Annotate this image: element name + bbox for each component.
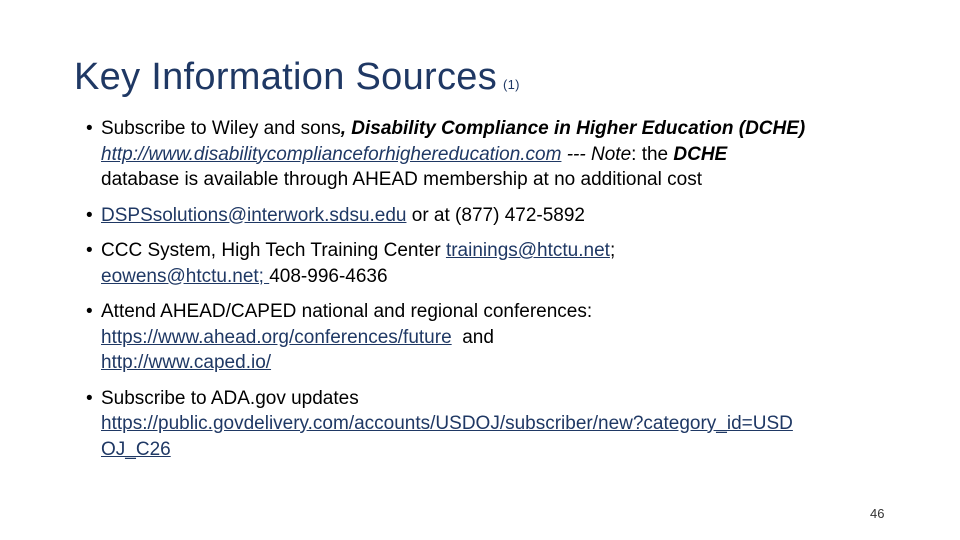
dche-abbrev: DCHE (673, 143, 728, 165)
htctu-eowens-link[interactable]: eowens@htctu.net; (101, 265, 270, 287)
ada-subscribe-link[interactable]: https://public.govdelivery.com/accounts/USDOJ/subscriber/new?category_id=USDOJ_C26 (101, 413, 793, 460)
ccc-separator: ; (609, 240, 616, 261)
bullet-dot-icon: • (86, 301, 93, 322)
title-suffix: (1) (503, 77, 520, 92)
ahead-conferences-link[interactable]: https://www.ahead.org/conferences/future (101, 326, 452, 348)
ccc-phone-text: 408-996-4636 (269, 265, 388, 287)
bullet-dot-icon: • (86, 240, 93, 261)
bullet-item-ccc (86, 238, 806, 289)
dsps-phone-text: or at (877) 472-5892 (406, 204, 585, 226)
conferences-text: Attend AHEAD/CAPED national and regional conferences: (101, 301, 593, 322)
bullet-item-ada (86, 386, 806, 463)
dche-note-text: database is available through AHEAD membership at no additional cost (101, 169, 702, 190)
page-number: 46 (870, 506, 885, 521)
dche-link[interactable]: http://www.disabilitycomplianceforhighereducation.com (101, 143, 562, 165)
slide-title (74, 56, 520, 99)
caped-link[interactable]: http://www.caped.io/ (101, 352, 272, 373)
bullet-dot-icon: • (86, 387, 93, 409)
htctu-trainings-link[interactable]: trainings@htctu.net (445, 240, 610, 261)
bullet-dot-icon: • (86, 204, 93, 226)
bullet-list (86, 116, 806, 472)
ccc-text: CCC System, High Tech Training Center (101, 240, 446, 261)
bullet-dot-icon: • (86, 118, 93, 139)
bullet-item-wiley (86, 116, 806, 193)
dsps-email-link[interactable]: DSPSsolutions@interwork.sdsu.edu (101, 204, 407, 226)
ada-text: Subscribe to ADA.gov updates (101, 387, 359, 409)
wiley-text: Subscribe to Wiley and sons (101, 118, 341, 139)
conferences-and: and (451, 326, 494, 348)
dche-title: , Disability Compliance in Higher Education (DCHE) (340, 118, 806, 139)
bullet-item-dsps (86, 203, 806, 229)
title-text: Key Information Sources (74, 56, 497, 98)
dche-separator: --- (561, 143, 591, 165)
note-label: Note (591, 143, 632, 165)
note-colon: : the (631, 143, 674, 165)
bullet-item-conferences (86, 299, 806, 376)
